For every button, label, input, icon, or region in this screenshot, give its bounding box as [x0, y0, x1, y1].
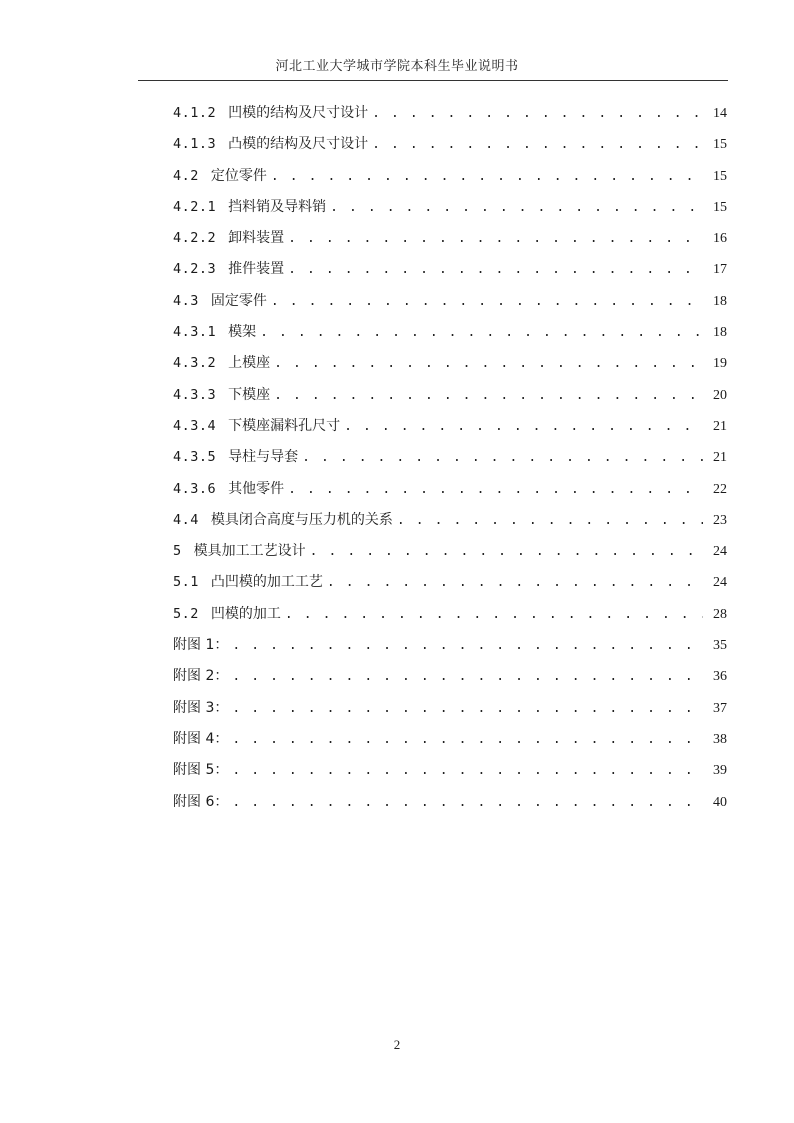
toc-entry[interactable]: [173, 129, 727, 160]
toc-section-number: 4.1.3: [173, 136, 217, 153]
toc-entry[interactable]: [173, 98, 727, 129]
toc-leader-dots: [310, 536, 703, 567]
toc-section-number: 4.4: [173, 511, 199, 528]
toc-section-title: 挡料销及导料销: [228, 198, 327, 215]
toc-leader-dots: [232, 755, 703, 786]
toc-leader-dots: [285, 599, 703, 630]
toc-entry[interactable]: [173, 442, 727, 473]
toc-section-number: 4.2.2: [173, 230, 217, 247]
toc-page-number: 36: [713, 669, 727, 685]
page-number: 2: [393, 1037, 401, 1052]
toc-page-number: 16: [713, 231, 727, 247]
toc-section-number: 5: [173, 543, 182, 560]
toc-section-number: 4.3.5: [173, 449, 217, 466]
toc-section-title: 导柱与导套: [228, 449, 299, 466]
toc-leader-dots: [302, 442, 703, 473]
toc-section-number: 4.3.2: [173, 355, 217, 372]
toc-page-number: 37: [713, 700, 727, 716]
toc-leader-dots: [397, 505, 703, 536]
toc-page-number: 14: [713, 106, 727, 121]
toc-section-number: 4.3.4: [173, 417, 217, 434]
toc-page-number: 21: [713, 450, 727, 466]
toc-page-number: 22: [713, 481, 727, 497]
toc-appendix-title: 附图 5：: [173, 762, 229, 779]
toc-section-title: 卸料装置: [228, 230, 285, 247]
toc-leader-dots: [372, 129, 703, 160]
toc-section-title: 定位零件: [210, 167, 267, 184]
toc-section-number: 4.2.3: [173, 261, 217, 278]
toc-entry[interactable]: [173, 599, 727, 630]
toc-section-title: 上模座: [228, 355, 271, 372]
toc-entry[interactable]: [173, 474, 727, 505]
header-divider: [138, 80, 728, 81]
toc-appendix-title: 附图 1：: [173, 637, 229, 654]
toc-entry[interactable]: [173, 505, 727, 536]
toc-page-number: 24: [713, 544, 727, 560]
toc-section-title: 模架: [228, 324, 257, 341]
toc-page-number: 28: [713, 606, 727, 622]
toc-appendix-title: 附图 6：: [173, 793, 229, 810]
toc-leader-dots: [330, 192, 703, 223]
toc-entry[interactable]: [173, 787, 727, 818]
toc-section-number: 5.2: [173, 605, 199, 622]
page-header: 河北工业大学城市学院本科生毕业说明书: [275, 59, 519, 74]
toc-section-title: 其他零件: [228, 480, 285, 497]
toc-leader-dots: [274, 348, 703, 379]
toc-entry[interactable]: [173, 192, 727, 223]
toc-page-number: 21: [713, 418, 727, 434]
toc-leader-dots: [260, 317, 703, 348]
toc-section-number: 4.2.1: [173, 198, 217, 215]
toc-section-title: 模具闭合高度与压力机的关系: [210, 511, 393, 528]
toc-leader-dots: [232, 693, 703, 724]
toc-section-title: 下模座漏料孔尺寸: [228, 417, 341, 434]
toc-entry[interactable]: [173, 536, 727, 567]
toc-leader-dots: [271, 161, 703, 192]
toc-section-number: 5.1: [173, 574, 199, 591]
toc-leader-dots: [274, 380, 703, 411]
toc-entry[interactable]: [173, 755, 727, 786]
toc-leader-dots: [288, 223, 703, 254]
toc-page-number: 15: [713, 168, 727, 184]
toc-entry[interactable]: [173, 661, 727, 692]
toc-entry[interactable]: [173, 161, 727, 192]
toc-section-number: 4.3.3: [173, 386, 217, 403]
toc-page-number: 23: [713, 512, 727, 528]
toc-entry[interactable]: [173, 567, 727, 598]
toc-entry[interactable]: [173, 254, 727, 285]
toc-entry[interactable]: [173, 286, 727, 317]
toc-section-title: 凹模的加工: [210, 605, 281, 622]
toc-entry[interactable]: [173, 630, 727, 661]
toc-leader-dots: [327, 567, 703, 598]
toc-section-title: 推件装置: [228, 261, 285, 278]
toc-page-number: 15: [713, 199, 727, 215]
toc-section-title: 下模座: [228, 386, 271, 403]
toc-page-number: 20: [713, 387, 727, 403]
toc-entry[interactable]: [173, 724, 727, 755]
toc-leader-dots: [271, 286, 703, 317]
toc-section-title: 固定零件: [210, 292, 267, 309]
toc-page-number: 24: [713, 575, 727, 591]
toc-page-number: 35: [713, 638, 727, 654]
toc-leader-dots: [232, 787, 703, 818]
table-of-contents: [173, 98, 727, 818]
toc-appendix-title: 附图 3：: [173, 699, 229, 716]
toc-entry[interactable]: [173, 693, 727, 724]
toc-entry[interactable]: [173, 380, 727, 411]
toc-leader-dots: [288, 254, 703, 285]
toc-appendix-title: 附图 2：: [173, 668, 229, 685]
toc-leader-dots: [344, 411, 703, 442]
toc-section-number: 4.2: [173, 167, 199, 184]
toc-appendix-title: 附图 4：: [173, 730, 229, 747]
toc-section-number: 4.1.2: [173, 105, 217, 121]
toc-page-number: 17: [713, 262, 727, 278]
toc-section-number: 4.3: [173, 292, 199, 309]
toc-leader-dots: [232, 661, 703, 692]
toc-section-number: 4.3.6: [173, 480, 217, 497]
toc-page-number: 38: [713, 731, 727, 747]
toc-entry[interactable]: [173, 348, 727, 379]
toc-section-title: 凹模的结构及尺寸设计: [228, 105, 369, 121]
toc-leader-dots: [232, 724, 703, 755]
toc-section-title: 凸凹模的加工工艺: [210, 574, 323, 591]
toc-page-number: 18: [713, 325, 727, 341]
toc-page-number: 19: [713, 356, 727, 372]
toc-page-number: 15: [713, 137, 727, 153]
toc-section-number: 4.3.1: [173, 324, 217, 341]
toc-section-title: 模具加工工艺设计: [193, 543, 306, 560]
toc-page-number: 40: [713, 794, 727, 810]
toc-leader-dots: [232, 630, 703, 661]
toc-page-number: 39: [713, 763, 727, 779]
toc-entry[interactable]: [173, 411, 727, 442]
toc-section-title: 凸模的结构及尺寸设计: [228, 136, 369, 153]
toc-entry[interactable]: [173, 223, 727, 254]
toc-leader-dots: [372, 98, 703, 129]
toc-leader-dots: [288, 474, 703, 505]
toc-entry[interactable]: [173, 317, 727, 348]
toc-page-number: 18: [713, 293, 727, 309]
